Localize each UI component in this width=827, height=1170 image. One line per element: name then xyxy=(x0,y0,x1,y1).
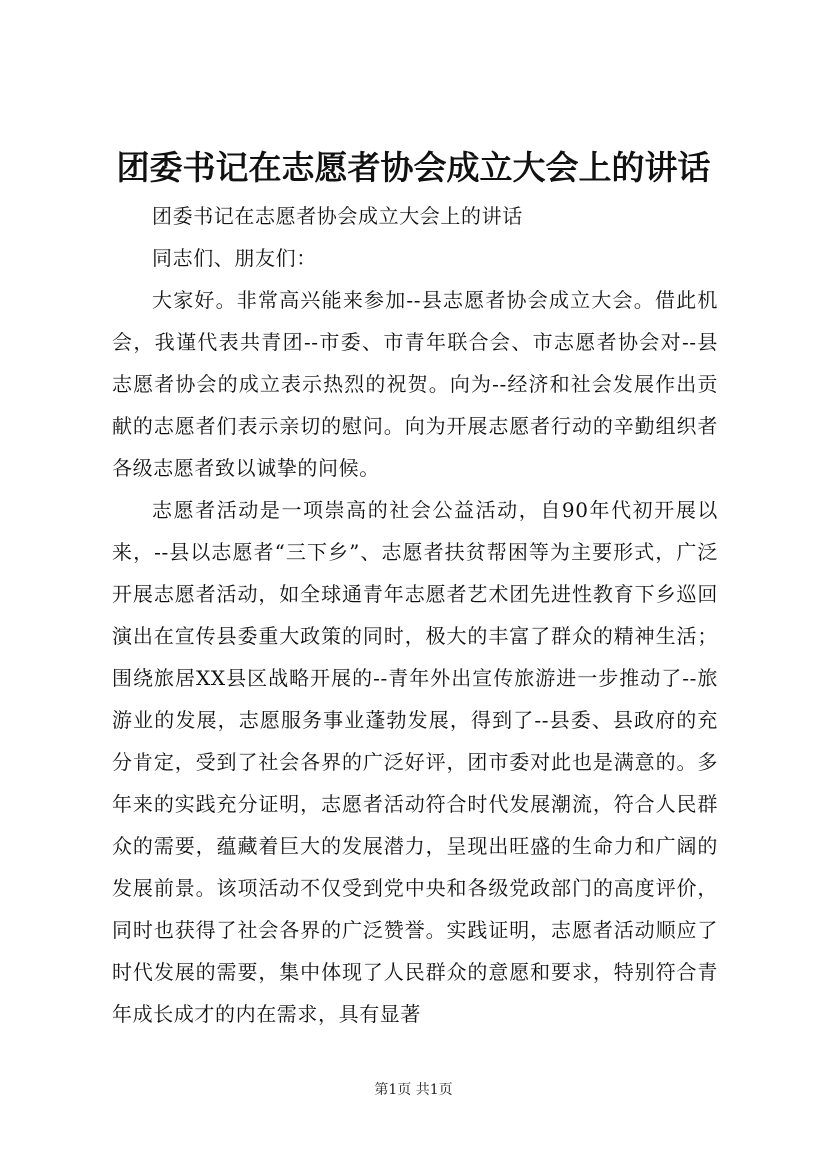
body-paragraph: 志愿者活动是一项崇高的社会公益活动，自90年代初开展以来，--县以志愿者“三下乡”、志愿者扶贫帮困等为主要形式，广泛开展志愿者活动，如全球通青年志愿者艺术团先进性教育下乡巡回演出在宣传县委重大政策的同时，极大的丰富了群众的精神生活；围绕旅居XX县区战略开展的--青年外出宣传旅游进一步推动了--旅游业的发展，志愿服务事业蓬勃发展，得到了--县委、县政府的充分肯定，受到了社会各界的广泛好评，团市委对此也是满意的。多年来的实践充分证明，志愿者活动符合时代发展潮流，符合人民群众的需要，蕴藏着巨大的发展潜力，呈现出旺盛的生命力和广阔的发展前景。该项活动不仅受到党中央和各级党政部门的高度评价，同时也获得了社会各界的广泛赞誉。实践证明，志愿者活动顺应了时代发展的需要，集中体现了人民群众的意愿和要求，特别符合青年成长成才的内在需求，具有显著 xyxy=(112,498,718,1026)
greeting-paragraph: 大家好。非常高兴能来参加--县志愿者协会成立大会。借此机会，我谨代表共青团--市委、市青年联合会、市志愿者协会对--县志愿者协会的成立表示热烈的祝贺。向为--经济和社会发展作出贡献的志愿者们表示亲切的慰问。向为开展志愿者行动的辛勤组织者各级志愿者致以诚挚的问候。 xyxy=(112,288,718,480)
document-body xyxy=(112,195,718,1035)
page-footer: 第1页 共1页 xyxy=(374,1082,453,1098)
subtitle-paragraph: 团委书记在志愿者协会成立大会上的讲话 xyxy=(152,204,523,228)
document-title: 团委书记在志愿者协会成立大会上的讲话 xyxy=(116,148,711,187)
salutation-paragraph: 同志们、朋友们： xyxy=(152,246,317,270)
